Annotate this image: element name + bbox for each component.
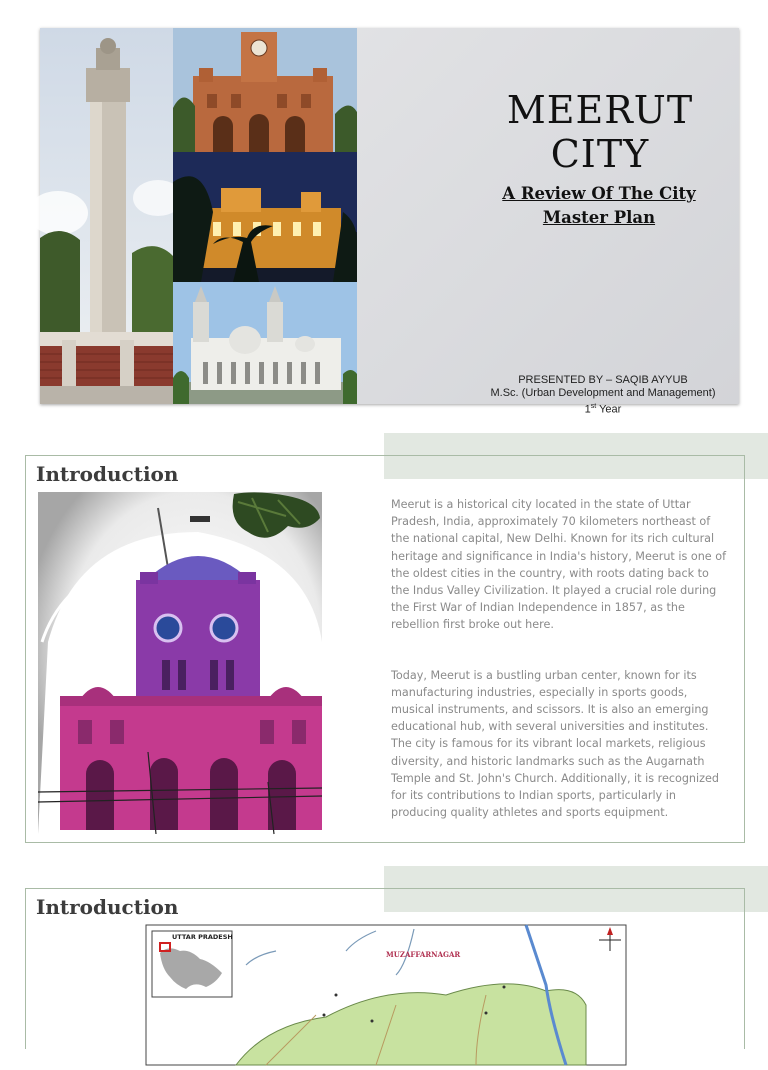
memorial-pillar-photo (40, 28, 173, 404)
district-map (146, 925, 626, 1065)
year-suffix: st (590, 403, 597, 410)
slide-heading: Introduction (36, 895, 179, 919)
introduction-map-slide (25, 888, 745, 1049)
clock-tower-photo (173, 28, 357, 152)
photo-collage (40, 28, 357, 404)
presenter-degree: M.Sc. (Urban Development and Management) (490, 387, 716, 399)
title-line: CITY (550, 132, 650, 176)
clock-tower-illustration (38, 492, 322, 834)
year-number: 1 (584, 403, 591, 416)
introduction-slide (25, 455, 745, 843)
slide-title (452, 88, 748, 176)
title-line: MEERUT (506, 88, 694, 132)
slide-subtitle (460, 182, 738, 230)
presenter-info (458, 374, 748, 417)
presenter-name: PRESENTED BY – SAQIB AYYUB (518, 374, 688, 386)
title-slide (40, 28, 739, 416)
subtitle-line: Master Plan (542, 208, 656, 227)
illuminated-building-photo (173, 152, 357, 282)
intro-paragraph: Today, Meerut is a bustling urban center, known for its manufacturing industries, especially in sports goods, musical instruments, and scissors. It is also an emerging educational hub, with several universities and institutes. The city is famous for its vibrant local markets, religious diversity, and historic landmarks such as the Augarnath Temple and St. John's Church. Additionally, it is recognized for its contributions to Indian sports, particularly in producing quality athletes and sports equipment. (391, 668, 719, 820)
introduction-text (391, 496, 726, 854)
inset-map-label: UTTAR PRADESH (172, 933, 233, 941)
slide-heading: Introduction (36, 462, 179, 486)
year-word: Year (596, 403, 622, 416)
district-label: MUZAFFARNAGAR (386, 950, 461, 959)
intro-paragraph: Meerut is a historical city located in the state of Uttar Pradesh, India, approximately 70 kilometers northeast of the national capital, New Delhi. Known for its rich cultural heritage and significance in India's history, Meerut is one of the oldest cities in the country, with roots dating back to the Indus Valley Civilization. It played a crucial role during the First War of Indian Independence in 1857, as the rebellion first broke out here. (391, 498, 727, 632)
subtitle-line: A Review Of The City (502, 184, 696, 203)
church-photo (173, 282, 357, 404)
presenter-year (458, 400, 748, 417)
